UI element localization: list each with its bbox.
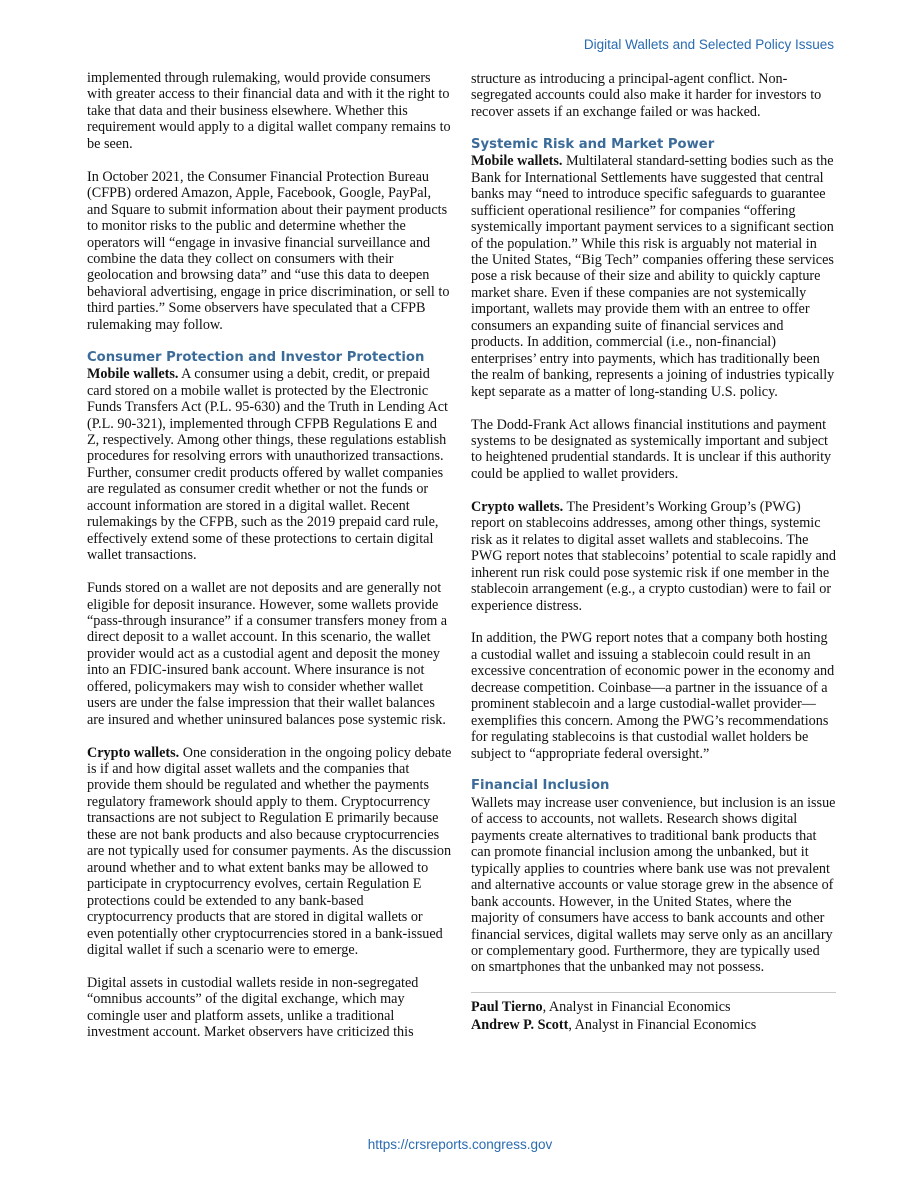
author-line — [471, 998, 836, 1016]
paragraph: implemented through rulemaking, would provide consumers with greater access to their financial data and with it the right to take that data and their business elsewhere. Whether this requirement would apply to a digital wallet company remains to be seen. — [87, 70, 451, 152]
paragraph-crypto-wallets — [471, 499, 836, 614]
paragraph-crypto-wallets — [87, 745, 452, 959]
left-column — [87, 70, 452, 1041]
paragraph: Funds stored on a wallet are not deposits and are generally not eligible for deposit insurance. However, some wallets provide “pass-through insurance” if a consumer transfers money from a direct deposit to a wallet account. In this scenario, the wallet provider would act as a custodial agent and deposit the money into an FDIC-insured bank account. Where insurance is not offered, policymakers may wish to consider whether wallet users are under the false impression that their wallet balances are insured and whether uninsured balances pose systemic risk. — [87, 580, 448, 728]
section-heading-systemic-risk: Systemic Risk and Market Power — [471, 136, 715, 152]
paragraph: In October 2021, the Consumer Financial Protection Bureau (CFPB) ordered Amazon, Apple, Facebook, Google, PayPal, and Square to submit information about their payment products to monitor risks to the public and determine whether the operators will “engage in invasive financial surveillance and combine the data they collect on consumers with their geolocation and browsing data” and “use this data to deepen behavioral advertising, engage in price discrimination, or sell to third parties.” Some observers have speculated that a CFPB rulemaking may follow. — [87, 168, 450, 333]
paragraph-mobile-wallets — [471, 153, 836, 400]
paragraph-text: A consumer using a debit, credit, or prepaid card stored on a mobile wallet is protected by the Electronic Funds Transfers Act (P.L. 95-630) and the Truth in Lending Act (P.L. 90-321), implemented through CFPB Regulations E and Z, respectively. Among other things, these regulations establish procedures for resolving errors with unauthorized transactions. Further, consumer credit products offered by wallet companies are regulated as consumer credit whether or not the funds or account information are stored in a digital wallet. Recent rulemakings by the CFPB, such as the 2019 prepaid card rule, effectively extend some of these protections to certain digital wallet transactions. — [87, 366, 448, 564]
run-in-heading: Crypto wallets. — [471, 498, 564, 515]
author-name: Paul Tierno — [471, 998, 543, 1015]
section-heading-consumer-protection: Consumer Protection and Investor Protection — [87, 349, 425, 365]
running-header: Digital Wallets and Selected Policy Issues — [583, 37, 834, 52]
author-role: , Analyst in Financial Economics — [542, 998, 731, 1015]
paragraph: Wallets may increase user convenience, but inclusion is an issue of access to accounts, not wallets. Research shows digital payments create alternatives to traditional bank products that can promote financial inclusion among the unbanked, but it typically applies to countries where bank use was not prevalent and alternative accounts or value storage grew in the absence of bank accounts. However, in the United States, where the majority of consumers have access to bank accounts and other financial services, digital wallets may serve only as an ancillary or complementary good. Furthermore, they are typically used on smartphones that the unbanked may not possess. — [471, 794, 836, 976]
author-block — [471, 992, 836, 1034]
paragraph: structure as introducing a principal-agent conflict. Non-segregated accounts could also make it harder for investors to recover assets if an exchange failed or was hacked. — [471, 71, 822, 120]
footer-url-link[interactable]: https://crsreports.congress.gov — [367, 1137, 553, 1152]
paragraph-text: The President’s Working Group’s (PWG) report on stablecoins addresses, among other things, systemic risk as it relates to digital asset wallets and stablecoins. The PWG report notes that stablecoins’ potential to scale rapidly and inherent run risk could pose systemic risk if one member in the stablecoin arrangement (e.g., a crypto custodian) were to fail or experience distress. — [471, 498, 836, 614]
author-name: Andrew P. Scott — [471, 1016, 569, 1033]
paragraph-text: Multilateral standard-setting bodies such as the Bank for International Settlements have suggested that central banks may “need to introduce specific safeguards to guarantee sufficient operational resilience” for companies “offering systemically important payment services to a significant section of the population.” While this risk is arguably not material in the United States, “Big Tech” companies offering these services pose a risk because of their size and ability to quickly capture market share. Even if these companies are not systemically important, wallets may provide them with an entree to offer consumers an expanding suite of financial services and products. In addition, commercial (i.e., non-financial) enterprises’ entry into payments, which has traditionally been the realm of banking, represents a joining of industries typically kept separate as a matter of long-standing U.S. policy. — [471, 153, 835, 400]
paragraph-mobile-wallets — [87, 366, 452, 563]
run-in-heading: Mobile wallets. — [87, 366, 179, 383]
paragraph: In addition, the PWG report notes that a company both hosting a custodial wallet and issuing a stablecoin could result in an excessive concentration of economic power in the economy and decrease competition. Coinbase—a partner in the issuance of a prominent stablecoin and a large custodial-wallet provider—exemplifies this concern. Among the PWG’s recommendations for regulating stablecoins is that custodial wallet holders be subject to “appropriate federal oversight.” — [471, 630, 835, 762]
paragraph: The Dodd-Frank Act allows financial institutions and payment systems to be designated as systemically important and subject to heightened prudential standards. It is unclear if this authority could be applied to wallet providers. — [471, 416, 832, 482]
run-in-heading: Mobile wallets. — [471, 153, 563, 170]
right-column — [471, 71, 836, 1034]
paragraph: Digital assets in custodial wallets reside in non-segregated “omnibus accounts” of the digital exchange, which may comingle user and platform assets, unlike a traditional investment account. Market observers have criticized this — [87, 974, 419, 1041]
run-in-heading: Crypto wallets. — [87, 744, 180, 761]
author-line — [471, 1016, 836, 1034]
author-role: , Analyst in Financial Economics — [568, 1016, 757, 1033]
paragraph-text: One consideration in the ongoing policy debate is if and how digital asset wallets and the companies that provide them should be regulated and whether the payments regulatory framework should apply to them. Cryptocurrency transactions are not subject to Regulation E primarily because these are not bank products and also because cryptocurrencies are not typically used for consumer payments. As the discussion around whether and to what extent banks may be allowed to participate in cryptocurrency evolves, certain Regulation E protections could be extended to any bank-based cryptocurrency products that are stored in digital wallets or even potentially other cryptocurrencies stored in a bank-issued digital wallet if such a scenario were to emerge. — [87, 744, 452, 958]
section-heading-financial-inclusion: Financial Inclusion — [471, 778, 610, 794]
